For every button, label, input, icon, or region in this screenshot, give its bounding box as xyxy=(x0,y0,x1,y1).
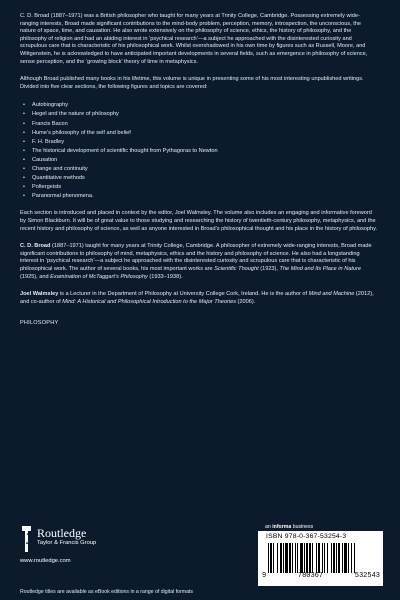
barcode-bar xyxy=(292,543,293,573)
book-title: Scientific Thought xyxy=(214,265,259,272)
barcode-bars xyxy=(268,543,374,573)
barcode-bar xyxy=(277,543,278,573)
barcode-bar xyxy=(304,543,305,573)
barcode-bar xyxy=(338,543,340,573)
barcode-bar xyxy=(273,543,274,573)
broad-name: C. D. Broad xyxy=(20,243,51,250)
walmsley-bio-text: (2012), and co-author of xyxy=(20,291,374,305)
walmsley-bio-text: (2006). xyxy=(236,298,256,305)
barcode-bar xyxy=(322,543,323,573)
informa-prefix: an xyxy=(265,524,273,530)
list-item: • Francis Bacon xyxy=(20,120,378,129)
subject-category: PHILOSOPHY xyxy=(20,320,59,327)
publisher-group: Taylor & Francis Group xyxy=(37,540,97,546)
publisher-url: www.routledge.com xyxy=(20,558,71,564)
broad-bio-text: (1925), and xyxy=(20,273,51,280)
barcode-digits xyxy=(262,573,380,581)
list-item: • Hegel and the nature of philosophy xyxy=(20,110,378,119)
barcode-bar xyxy=(348,543,349,573)
isbn-text: ISBN 978-0-367-53254-3 xyxy=(266,533,347,540)
list-item: • Change and continuity xyxy=(20,165,378,174)
walmsley-bio-text: is a Lecturer in the Department of Philosophy at University College Cork, Ireland. He is the author of xyxy=(58,291,309,298)
barcode-bar xyxy=(336,543,337,573)
list-item: • Autobiography xyxy=(20,101,378,110)
barcode-bar xyxy=(268,543,269,573)
informa-brand: informa xyxy=(272,524,292,530)
ebook-footnote: Routledge titles are available as eBook editions in a range of digital formats xyxy=(20,589,194,595)
barcode-bar xyxy=(300,543,303,573)
broad-bio-text: (1923), xyxy=(258,265,280,272)
broad-bio xyxy=(20,243,378,281)
book-title: The Mind and Its Place in Nature xyxy=(279,265,361,272)
walmsley-bio xyxy=(20,291,378,306)
barcode-bar xyxy=(327,543,328,573)
barcode-bar xyxy=(354,543,355,573)
barcode-bar xyxy=(333,543,335,573)
barcode-bar xyxy=(324,543,325,573)
intro-paragraph: C. D. Broad (1887–1971) was a British philosopher who taught for many years at Trinity College, Cambridge. Possessing extremely wide-ranging interests, Broad made significant contributions to the mind-body problem, perception, memory, introspection, the unconscious, the nature of space, time, and causation. He also wrote extensively on the philosophy of science, ethics, the history of philosophy, and the philosophy of religion and had an abiding interest in ‘psychical research’—a subject he approached with the disinterested curiosity and scrupulous care that is characteristic of his philosophical work. Whilst overshadowed in his own time by figures such as Russell, Moore, and Wittgenstein, he is acknowledged to have anticipated important developments in several fields, such as emergence in philosophy of science, sense perception, and the ‘growing block’ theory of time in metaphysics. xyxy=(20,13,368,65)
list-item: • Causation xyxy=(20,156,378,165)
book-title: Mind and Machine xyxy=(308,291,355,298)
broad-bio-text: (1887–1971) taught for many years at Trinity College, Cambridge. A philosopher of extremely wide-ranging interests, Broad made significant contributions to philosophy of mind, metaphysics, ethics and the history and philosophy of science. He also had a longstanding interest in ‘psychical research’—a subject he approached with the disinterested curiosity and scrupulous care that is characteristic of his philosophical work. The author of several books, his most important works are xyxy=(20,243,372,272)
barcode-digit-group: 780367 xyxy=(297,572,324,580)
list-item: • The historical development of scientific thought from Pythagoras to Newton xyxy=(20,147,378,156)
barcode-bar xyxy=(289,543,291,573)
barcode-bar xyxy=(306,543,308,573)
barcode-bar xyxy=(312,543,313,573)
blurb xyxy=(20,13,378,338)
barcode-bar xyxy=(351,543,352,573)
isbn-barcode xyxy=(258,531,383,586)
barcode-bar xyxy=(280,543,282,573)
publisher-logo xyxy=(20,525,200,565)
barcode-bar xyxy=(309,543,311,573)
barcode-bar xyxy=(295,543,296,573)
walmsley-name: Joel Walmsley xyxy=(20,291,59,298)
list-item: • Paranormal phenomena. xyxy=(20,192,378,201)
barcode-bar xyxy=(297,543,298,573)
barcode-bar xyxy=(318,543,320,573)
publisher-name: Routledge xyxy=(37,526,87,540)
volume-intro-paragraph: Although Broad published many books in his lifetime, this volume is unique in presenting some of his most interesting unpublished writings. Divided into five clear sections, the following figures and topics are covered: xyxy=(20,76,364,90)
barcode-digit-group: 532543 xyxy=(354,572,380,580)
list-item: • Quantitative methods xyxy=(20,174,378,183)
list-item: • F. H. Bradley xyxy=(20,138,378,147)
list-item: • Poltergeists xyxy=(20,183,378,192)
list-item: • Hume’s philosophy of the self and belief xyxy=(20,129,378,138)
book-title: Examination of McTaggart’s Philosophy xyxy=(50,273,148,280)
broad-bio-text: (1933–1938). xyxy=(147,273,183,280)
routledge-logo-icon xyxy=(20,525,33,553)
barcode-bar xyxy=(331,543,332,573)
barcode-bar xyxy=(342,543,343,573)
barcode-bar xyxy=(316,543,317,573)
topics-list xyxy=(20,101,378,201)
informa-suffix: business xyxy=(291,524,314,530)
barcode-digit-group: 9 xyxy=(262,572,267,580)
barcode-bar xyxy=(344,543,347,573)
sections-paragraph: Each section is introduced and placed in context by the editor, Joel Walmsley. The volume also includes an engaging and informative foreword by Simon Blackburn. It will be of great value to those studying and researching the history of twentieth-century philosophy, metaphysics, and the recent history and philosophy of science, as well as anyone interested in Broad’s philosophical thought and his place in the history of philosophy. xyxy=(20,210,378,232)
book-title: Mind: A Historical and Philosophical Introduction to the Major Theories xyxy=(62,298,236,305)
barcode-bar xyxy=(285,543,288,573)
barcode-bar xyxy=(283,543,284,573)
barcode-bar xyxy=(270,543,272,573)
